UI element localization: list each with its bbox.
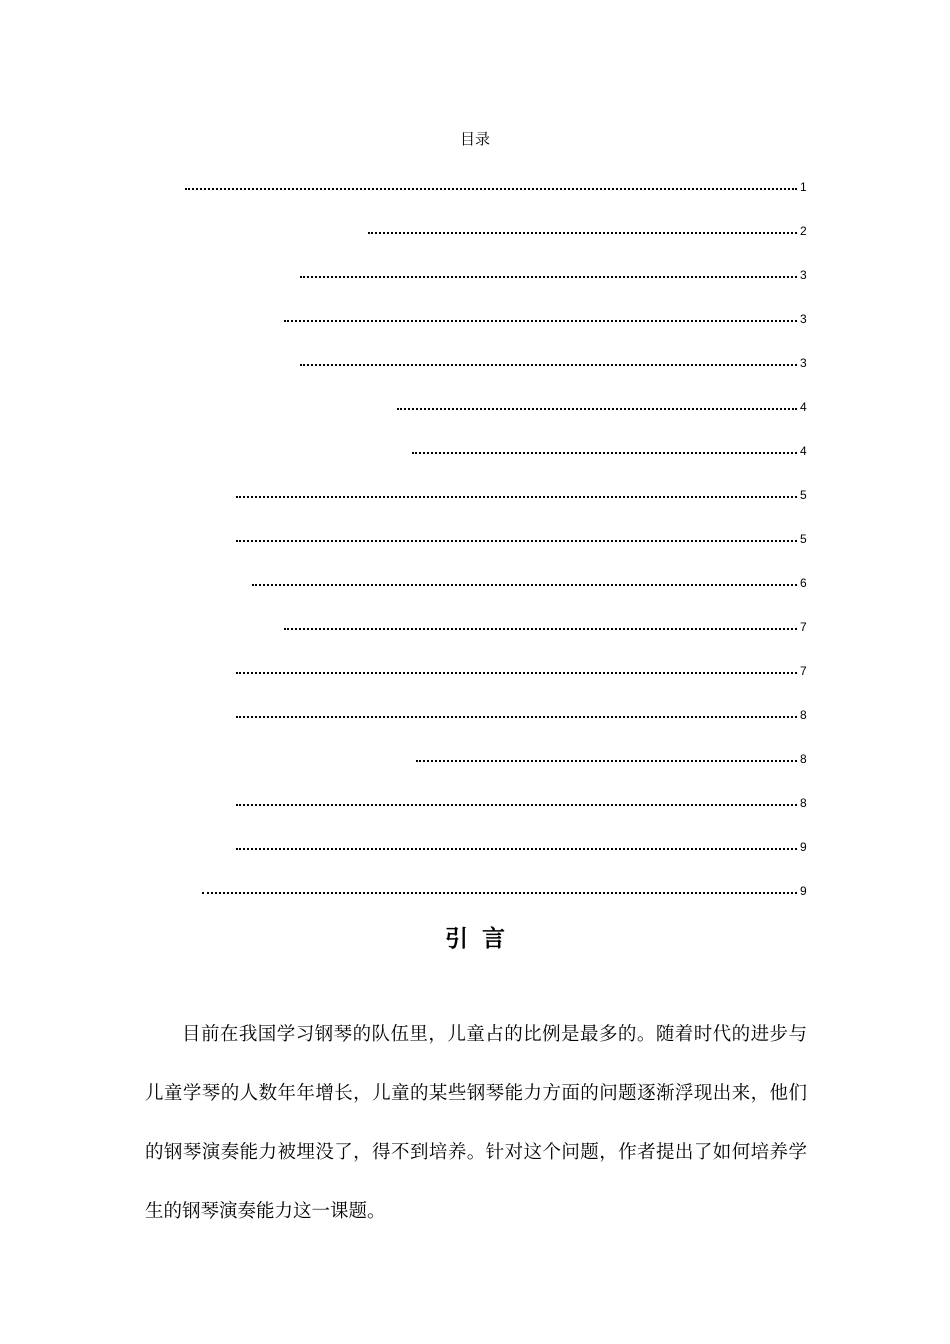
toc-leader-dots [236,706,797,718]
toc-page-number: 9 [800,884,807,898]
toc-entry[interactable] [416,746,808,766]
toc-leader-dots [300,354,797,366]
toc-leader-dots [368,222,797,234]
toc-page-number: 4 [800,400,807,414]
toc-leader-dots [284,310,797,322]
toc-page-number: 3 [800,268,807,282]
toc-leader-dots [236,662,797,674]
toc-page-number: 5 [800,488,807,502]
toc-entry[interactable] [397,394,808,414]
toc-leader-dots [185,178,797,190]
toc-leader-dots [300,266,797,278]
toc-page-number: 7 [800,664,807,678]
toc-leader-dots [412,442,797,454]
toc-page-number: 4 [800,444,807,458]
section-heading: 引言 [445,926,519,952]
toc-entry[interactable] [236,658,808,678]
toc-entry[interactable] [202,878,808,898]
toc-leader-dots [397,398,797,410]
toc-entry[interactable] [284,306,808,326]
toc-page-number: 3 [800,312,807,326]
toc-entry[interactable] [412,438,808,458]
toc-entry[interactable] [252,570,808,590]
toc-entry[interactable] [236,834,808,854]
toc-entry[interactable] [185,174,808,194]
toc-leader-dots [236,838,797,850]
toc-entry[interactable] [236,482,808,502]
toc-page-number: 6 [800,576,807,590]
toc-entry[interactable] [284,614,808,634]
toc-leader-dots [202,882,797,894]
toc-leader-dots [252,574,797,586]
toc-entry[interactable] [368,218,808,238]
toc-page-number: 2 [800,224,807,238]
toc-page-number: 7 [800,620,807,634]
toc-entry[interactable] [236,790,808,810]
toc-page-number: 3 [800,356,807,370]
toc-leader-dots [236,486,797,498]
toc-entry[interactable] [236,526,808,546]
toc-page-number: 1 [800,180,807,194]
toc-page-number: 9 [800,840,807,854]
toc-leader-dots [284,618,797,630]
toc-leader-dots [236,794,797,806]
toc-leader-dots [416,750,797,762]
toc-page-number: 8 [800,796,807,810]
toc-entry[interactable] [300,262,808,282]
toc-entry[interactable] [300,350,808,370]
toc-title: 目录 [459,130,490,148]
toc-entry[interactable] [236,702,808,722]
intro-paragraph: 目前在我国学习钢琴的队伍里，儿童占的比例是最多的。随着时代的进步与儿童学琴的人数年年增长，儿童的某些钢琴能力方面的问题逐渐浮现出来，他们的钢琴演奏能力被埋没了，得不到培养。针对这个问题，作者提出了如何培养学生的钢琴演奏能力这一课题。 [145,1023,807,1222]
toc-page-number: 8 [800,752,807,766]
toc-page-number: 5 [800,532,807,546]
toc-leader-dots [236,530,797,542]
toc-page-number: 8 [800,708,807,722]
